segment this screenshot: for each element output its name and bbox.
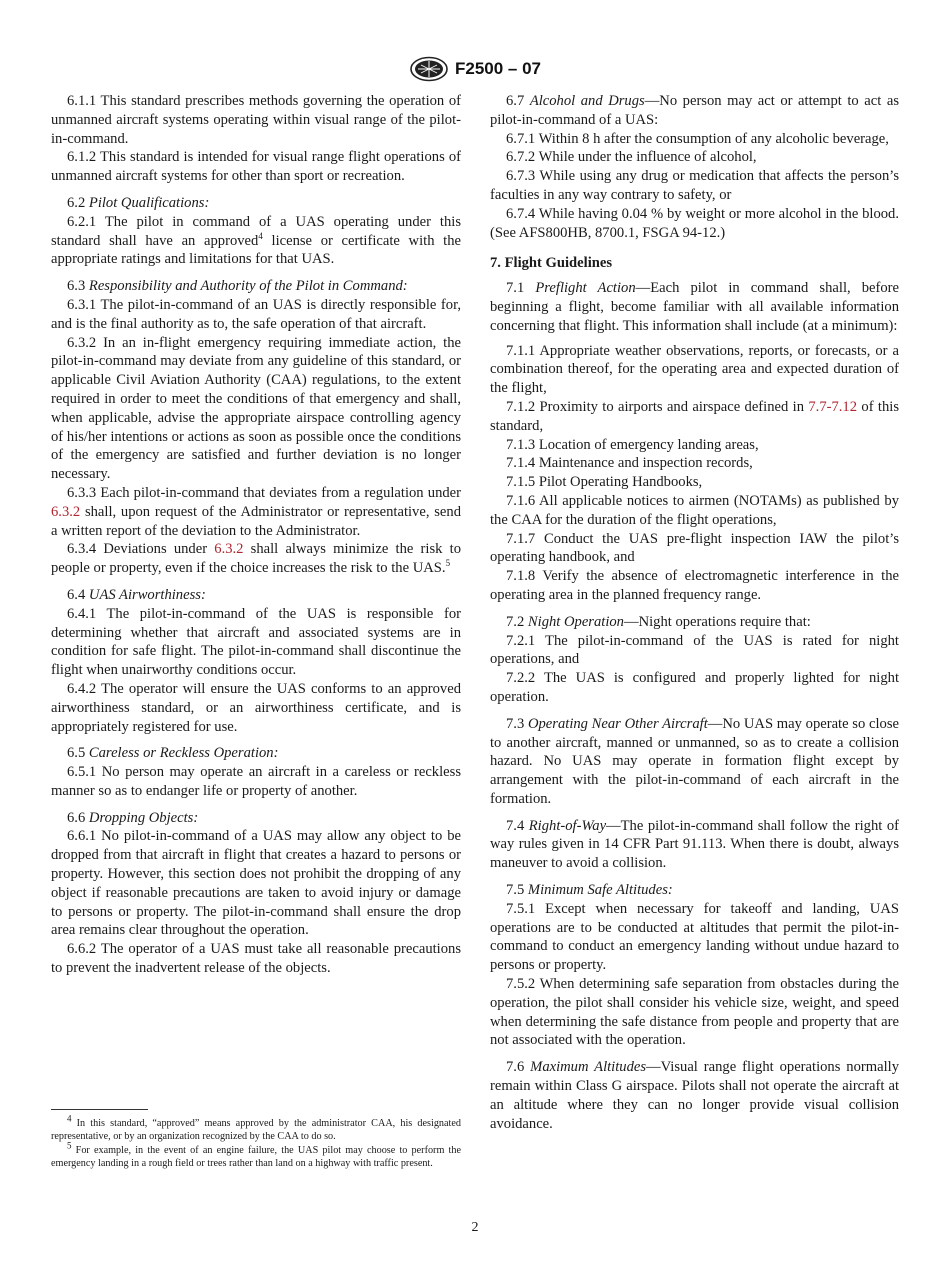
heading-6-3: 6.3 Responsibility and Authority of the Pilot in Command: — [67, 278, 408, 295]
link-6-3-2[interactable]: 6.3.2 — [51, 503, 81, 520]
para-6-5-1: 6.5.1 No person may operate an aircraft in a careless or reckless manner so as to endanger life or property of another. — [51, 764, 461, 799]
para-6-7: 6.7 Alcohol and Drugs—No person may act or attempt to act as pilot-in-command of a UAS: — [490, 93, 899, 128]
document-number: F2500 – 07 — [454, 59, 541, 78]
footnote-5: $^5$ For example, in the event of an engine failure, the UAS pilot may choose to perform the emergency landing in a rough field or trees rather than land on a highway with traffic present. — [51, 1140, 461, 1170]
footnotes — [51, 1113, 461, 1171]
astm-logo-icon — [409, 56, 449, 82]
para-7-2-1: 7.2.1 The pilot-in-command of the UAS is rated for night operations, and — [490, 632, 899, 668]
footnote-ref-4[interactable]: 4 — [258, 230, 263, 241]
para-6-3-2: 6.3.2 In an in-flight emergency requiring immediate action, the pilot-in-command may deviate from any guideline of this standard, or applicable Civil Aviation Authority (CAA) regulations, to the extent required in order to meet the conditions of that emergency and shall, when applicable, advise the appropriate airspace controlling agency of his/her intentions or actions as soon as possible once the conditions of the emergency are satisfied and further deviation is no longer necessary. — [51, 334, 461, 483]
para-7-2-2: 7.2.2 The UAS is configured and properly lighted for night operation. — [490, 670, 899, 705]
page-number: 2 — [471, 1220, 479, 1235]
para-7-5: 7.5 Minimum Safe Altitudes: — [506, 882, 673, 899]
para-6-1-1: 6.1.1 This standard prescribes methods governing the operation of unmanned aircraft systems operating within visual range of the pilot-in-command. — [51, 93, 461, 147]
para-7-1-4: 7.1.4 Maintenance and inspection records, — [506, 455, 753, 472]
para-6-7-4: 6.7.4 While having 0.04 % by weight or more alcohol in the blood. (See AFS800HB, 8700.1, FSGA 94-12.) — [490, 205, 899, 241]
page-header — [0, 56, 950, 82]
para-6-1-2: 6.1.2 This standard is intended for visual range flight operations of unmanned aircraft systems for other than sport or recreation. — [51, 149, 461, 185]
heading-6-4: 6.4 UAS Airworthiness: — [67, 586, 206, 603]
heading-6-6: 6.6 Dropping Objects: — [67, 809, 199, 826]
footnote-ref-5[interactable]: 5 — [445, 558, 451, 569]
para-6-7-2: 6.7.2 While under the influence of alcohol, — [506, 149, 757, 166]
para-6-6-1: 6.6.1 No pilot-in-command of a UAS may allow any object to be dropped from that aircraft in flight that creates a hazard to persons or property. However, this section does not prohibit the dropping of any object if reasonable precautions are taken to avoid injury or damage to persons or property. The pilot-in-command shall ensure the drop area remains clear throughout the operation. — [51, 828, 461, 939]
para-6-7-3: 6.7.3 While using any drug or medication that affects the person’s faculties in any way contrary to safety, or — [490, 168, 899, 203]
para-7-1-5: 7.1.5 Pilot Operating Handbooks, — [506, 474, 703, 491]
para-7-1-8: 7.1.8 Verify the absence of electromagnetic interference in the operating area in the planned frequency range. — [490, 568, 899, 603]
para-6-2-1: 6.2.1 The pilot in command of a UAS operating under this standard shall have an approved$^4$ license or certificate with the appropriate ratings and limitations for that UAS. — [51, 213, 461, 268]
para-7-4: 7.4 Right-of-Way—The pilot-in-command shall follow the right of way rules given in 14 CFR Part 91.113. When there is doubt, always maneuver to avoid a collision. — [490, 817, 899, 872]
para-7-1: 7.1 Preflight Action—Each pilot in command shall, before beginning a flight, become familiar with all available information concerning that flight. This information shall include (at a minimum): — [490, 280, 900, 334]
para-7-1-1: 7.1.1 Appropriate weather observations, reports, or forecasts, or a combination thereof, for the operating area and expected duration of the flight, — [490, 342, 899, 397]
para-6-4-1: 6.4.1 The pilot-in-command of the UAS is responsible for determining whether that aircraft and associated systems are in condition for safe flight. The pilot-in-command shall discontinue the flight when unairworthy conditions occur. — [51, 605, 461, 679]
para-6-3-3: 6.3.3 Each pilot-in-command that deviates from a regulation under 6.3.2 shall, upon request of the Administrator or representative, send a written report of the deviation to the Administrator. — [51, 484, 461, 539]
left-column — [51, 92, 461, 978]
para-6-3-4: 6.3.4 Deviations under 6.3.2 shall always minimize the risk to people or property, even if the choice increases the risk to the UAS.$^5$ — [51, 541, 462, 577]
para-7-5-2: 7.5.2 When determining safe separation from obstacles during the operation, the pilot shall consider his vehicle size, weight, and speed when determining the safe distance from people and property that are not associated with the operation. — [490, 976, 899, 1049]
para-7-3: 7.3 Operating Near Other Aircraft—No UAS may operate so close to another aircraft, manned or unmanned, so as to create a collision hazard. No UAS may operate in formation flight except by arrangement with the pilot-in-command of each aircraft in the formation. — [490, 715, 899, 807]
para-6-7-1: 6.7.1 Within 8 h after the consumption of any alcoholic beverage, — [506, 130, 889, 147]
para-6-6-2: 6.6.2 The operator of a UAS must take all reasonable precautions to prevent the inadvertent release of the objects. — [51, 941, 461, 977]
para-7-2: 7.2 Night Operation—Night operations require that: — [506, 613, 811, 630]
heading-6-5: 6.5 Careless or Reckless Operation: — [67, 745, 279, 762]
para-7-1-7: 7.1.7 Conduct the UAS pre-flight inspection IAW the pilot’s operating handbook, and — [490, 530, 899, 566]
section-heading-7: 7. Flight Guidelines — [490, 255, 613, 272]
link-6-3-2[interactable]: 6.3.2 — [214, 541, 244, 558]
para-7-5-1: 7.5.1 Except when necessary for takeoff and landing, UAS operations are to be conducted at altitudes that permit the pilot-in-command to conduct an emergency landing without undue hazard to persons or property. — [490, 900, 899, 974]
para-7-6: 7.6 Maximum Altitudes—Visual range flight operations normally remain within Class G airspace. Pilots shall not operate the aircraft at an altitude where they can no longer provide visual collision avoidance. — [490, 1059, 899, 1132]
para-6-4-2: 6.4.2 The operator will ensure the UAS conforms to an approved airworthiness standard, or an airworthiness certificate, and is appropriately registered for use. — [51, 680, 461, 735]
link-7-7-7-12[interactable]: 7.7-7.12 — [808, 398, 858, 415]
para-7-1-6: 7.1.6 All applicable notices to airmen (NOTAMs) as published by the CAA for the duration of the flight operations, — [490, 492, 899, 528]
para-6-3-1: 6.3.1 The pilot-in-command of an UAS is directly responsible for, and is the final authority as to, the safe operation of that aircraft. — [51, 296, 461, 332]
heading-6-2: 6.2 Pilot Qualifications: — [67, 194, 210, 211]
footnote-divider — [51, 1109, 148, 1110]
right-column — [490, 92, 899, 1133]
footnote-4: $^4$ In this standard, “approved” means approved by the administrator CAA, his designated representative, or by an organization recognized by the CAA to do so. — [51, 1113, 461, 1143]
para-7-1-2: 7.1.2 Proximity to airports and airspace defined in 7.7-7.12 of this standard, — [490, 398, 899, 434]
para-7-1-3: 7.1.3 Location of emergency landing areas, — [506, 436, 759, 453]
